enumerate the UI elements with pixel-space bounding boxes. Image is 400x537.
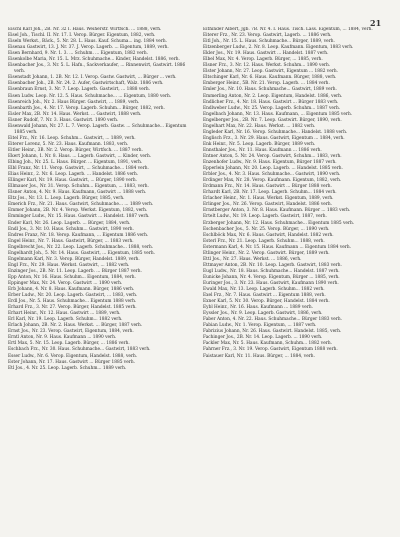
directory-entry: Eisenreich Joh., Nr. 2. Haus Bürger. Gastwirt, ... 1889, verh.	[8, 99, 140, 105]
directory-entry: Ernst Jos., Nr. 23. Verop. Gastwirt, Eigentum, 1884, verh.	[8, 329, 134, 335]
directory-entry: Engleder Karl, Nr. 16. Verop. Schuhmache... Handelst. 1888 verh.	[203, 129, 348, 135]
directory-entry: Englisch Frz., 3. Nr. 29. Haus. Gastwirt, Eigentum ... 1884, verh.	[203, 135, 345, 141]
directory-entry: Etlinger Heinr., Nr. 2. Verop. Gastwirt. Bürger, 1889 verh.	[203, 250, 330, 256]
directory-entry: Elsner Frz., 3. Nr. 12. Haus. Werkst. Schuhm... 1890 verh.	[203, 63, 331, 69]
directory-entry: Endres Franz, Nr. 18. Verop. Kaufmann, ... Eigentum 1886 verh.	[8, 232, 149, 238]
directory-entry: Esser Ludw., Nr. 6. Verop. Eigentum, Handelst. 1888, verh.	[8, 353, 138, 359]
directory-entry: Engelbrecht Jos., Nr. 22. Leop. Lagerb. Schuhmache... 1888, verh.	[8, 244, 154, 250]
directory-entry: Eppinger Max, Nr. 24. Verop. Gastwirt ... 1890 verh.	[8, 280, 123, 286]
directory-entry: Epp Anton, Nr. 16. Haus. Schuhm... Eigentum, 1884, verh.	[8, 274, 136, 280]
directory-entry: Eiterer Lorenz, 5. Nr. 23. Haus. Kaufmann. 1883, verh.	[8, 141, 129, 147]
directory-entry: Ekert Johann, 1. Nr. 8. Haus. ... Lagerb. Gastwirt, ... Kinder, verh.	[8, 153, 152, 159]
directory-entry: Ettl Jos., Nr. 27. Haus. Werkst. ... 1886, verh.	[203, 256, 302, 262]
directory-entry: Erlinger Jos., Nr. 26. Verop. Gastwirt, Handelst. 1886 verh.	[203, 202, 333, 208]
directory-entry: Erhardt Karl, 2B. Nr. 17. Leop. Lagerb. Schuhm... 1884 verh.	[203, 190, 337, 196]
directory-entry: Eisen Bernhard, 9. Nr. 1. 3. ... Schuhm. ... Eigentum, 1882 verh.	[8, 51, 148, 57]
directory-entry: Engelhart Max, Nr. 22. Haus. Werkst. ... 1882 verh.	[203, 123, 316, 129]
directory-entry: Emminger Ludw., Nr. 15. Haus. Gastwirt ... Handelst. 1887 verh.	[8, 214, 150, 220]
directory-entry: Emler Jos., Nr. 10. Haus. Schuhmache... Gastwirt, 1889 verh.	[203, 87, 337, 93]
directory-entry: Euringer Jos., 3. Nr. 23. Haus. Gastwirt, Kaufmann 1890 verh.	[203, 280, 339, 286]
directory-entry: Elbing Joh., Nr. 25. L. Haus. Bürger. ... Eigentum, 1891, verh.	[8, 160, 143, 166]
directory-entry: Erber Ludw., Nr. 20. Leop. Lagerb. Gastwirt, ... 1883, verh.	[8, 293, 138, 299]
directory-entry: Elias Heinr., 2. Nr. 6. Leop. Lagerb. ... Handelst. 1886 verh.	[8, 172, 139, 178]
directory-entry: Eitel Frz., Nr. 16. Leop. Schuhm... Gastwirt, ... 1889, verh.	[8, 135, 136, 141]
directory-entry: Emmerling Anton, Nr. 2. Leop. Eigentum, Handelst. 1886, verh.	[203, 93, 343, 99]
directory-entry: Exner Karl, 5. Nr. 30. Verop. Bürger, Handelst. 1884 verh.	[203, 299, 330, 305]
directory-entry: Eyssler Jos., Nr. 9. Leop. Lagerb. Gastwirt, 1886, verh.	[203, 311, 323, 317]
directory-entry: Erhart Heinr., Nr. 12. Haus. Gastwirt ... 1889, verh.	[8, 311, 121, 317]
directory-entry: Eunicke Johann, Nr. 4. Verop. Eigentum, Bürger ... 1885, verh.	[203, 274, 340, 280]
directory-entry: Eisenbraun Ernst, 3. Nr. 7. Leop. Lagerb. Gastwirt, ... 1888 verh.	[8, 87, 151, 93]
directory-entry: Eisenkolbe Maria, Nr. 15. L. Mrz. Schuhmache... Kinder, Handelst. 1886, verh.	[8, 57, 180, 63]
directory-entry: Engelberger Jos., 2B. Nr. 7. Leop. Gastwirt. Bürger, 1890, verh.	[203, 117, 342, 123]
directory-entry: Engel Heinr., Nr. 7. Haus. Gastwirt, Bürger, ... 1883 verh.	[8, 238, 134, 244]
directory-entry: Eithinder Albert, Jgb. 7B. Nr. 4. I. Haus. Tisch. Lass. Eigentum, ... 1884, verh.	[203, 27, 373, 32]
directory-entry: Eisen Ludw. Leop. Nr. 12. 5. Haus. Schuhmache... ... Eigentum, 1880 verh.	[8, 93, 172, 99]
directory-entry: Eischl Karl Joh., 2B. Nr. 32 I. Haus. Weiherstr. Wirtfsch. ... 1888, verh.	[8, 27, 162, 32]
directory-entry: Erlach Johann, 2B. Nr. 2. Haus. Werkst. ... Bürger, 1887 verh.	[8, 323, 143, 329]
directory-entry: Eisenstadt Johann, 1. 2B. Nr. 12. I. Verop. Gastw. Gastwirt, ... Bürger ... verh.	[8, 75, 177, 81]
directory-entry: Eisenbacher Joh., 2B. Nr. 24. 2. Aufer, Gastwirtschaft, Walz. 1886 verh.	[8, 81, 164, 87]
directory-entry: Enk Heinr., Nr. 5. Leop. Lagerb. Bürger, 1889 verh.	[203, 141, 316, 147]
directory-entry: Eisel Joh., Tischl. II. Nr. 17. I. Verop. Bürger. Eigentum, 1882, verh.	[8, 33, 156, 39]
directory-entry: Fabrizius Johann, Nr. 26. Haus. Gastwirt. Handelst. 1885, verh.	[203, 329, 342, 335]
directory-entry: Ellinger Karl, Nr. 19. Haus. Gastwirt, ... Bürger, 1890 verh.	[8, 178, 137, 184]
directory-entry: Eisenbarth Jos., 4. Nr. 17. Verop. Lagerb. Schuhm... Bürger, 1882, verh.	[8, 105, 165, 111]
directory-entry: Ester Johann, Nr. 17. Haus. Gastwirt ... Bürger 1885 verh.	[8, 359, 135, 365]
directory-entry: Erdl Jos., Nr. 5. Haus. Schuhmache... Eigentum 1888 verh.	[8, 299, 137, 305]
directory-entry: Eugl Ludw., Nr. 18. Haus. Schuhmache... Handelst. 1887 verh.	[203, 268, 340, 274]
left-column	[8, 27, 197, 527]
directory-entry: Emmer Johann, 2B. Nr. 4. Verop. Werkst. Eigentum, 1882, verh.	[8, 208, 148, 214]
directory-entry: Eschbach Frz., Nr. 30. Haus. Schuhmache... Gastwirt, 1883 verh.	[8, 347, 151, 353]
directory-entry: Epperlein Johann, Nr. 20. Leop. Lagerb. ... Handelst. 1885 verh.	[203, 166, 343, 172]
directory-entry: Erzberger Johann, Nr. 12. Haus. Schuhmache... Eigentum 1885 verh.	[203, 220, 355, 226]
directory-entry: Engl Frz., Nr. 29. Haus. Werkst. Gastwirt, ... 1882 verh.	[8, 262, 130, 268]
directory-entry: Erntl Anton, Nr. 9. Haus. Kaufmann ... 1890 verh.	[8, 335, 117, 341]
directory-entry: Ettmayer Anton, 2B. Nr. 10. Leop. Lagerb. Gastwirt, 1883 verh.	[203, 262, 342, 268]
directory-entry: Erhard Frz., 3. Nr. 27. Verop. Bürger, Handelst. 1885 verh.	[8, 305, 137, 311]
directory-entry: Erb Johann, 4. Nr. 8. Haus. Kaufmann. Bürger, 1886 verh.	[8, 287, 135, 293]
text-columns	[8, 27, 392, 527]
directory-entry: Esterl Frz., Nr. 21. Leop. Lagerb. Schuhm... 1888, verh.	[203, 238, 325, 244]
directory-entry: Endlicher Frz., 4. Nr. 18. Haus. Gastwirt ... Bürger 1883 verh.	[203, 99, 339, 105]
directory-entry: Ekler Jos., Nr. 19. Haus. Gastwirt ... Handelst. 1887 verh.	[203, 51, 329, 57]
directory-entry: Eisenwald Johann, Nr. 27. L. 7. Verop. Lagerb. Gastw. ... Schuhmache... Eigentum 1885 verh.	[8, 123, 187, 135]
directory-entry: Eltz Jos., Nr. 13. L. Leop. Lagerb. Bürger, 1885, verh.	[8, 196, 125, 202]
directory-entry: Erdinger Max, Nr. 28. Verop. Kaufmann. Eigentum, 1882, verh.	[203, 178, 342, 184]
directory-entry: Entner Anton, 5. Nr. 24. Verop. Gastwirt, Schuhm... 1883, verh.	[203, 153, 342, 159]
directory-entry: Faber Anton, 4. Nr. 22. Haus. Schuhmache... Bürger 1883 verh.	[203, 317, 343, 323]
directory-entry: Emberger Heinr., 5B. Nr. 21. Verop. Lagerb. ... 1884 verh.	[203, 81, 330, 87]
directory-entry: Endlweber Ludw., Nr. 25. Verop. Lagerb. Schuhm... 1887 verh.	[203, 105, 341, 111]
directory-entry: Eisner Rudolf, 7. Nr. 3. Haus. Gastwirt. 1890 verh.	[8, 117, 119, 123]
directory-entry: Fachinger Jos., 2B. Nr. 14. Leop. Lagerb. ... 1890 verh.	[203, 335, 323, 341]
directory-entry: Fahrner Frz., 3. Nr. 19. Verop. Gastwirt, Eigentum 1888 verh.	[203, 347, 338, 353]
directory-entry: Eschenbacher Jos., 5. Nr. 25. Verop. Bürger, ... 1890 verh.	[203, 226, 330, 232]
directory-entry: Eisler Max, 2B. Nr. 14. Haus. Werkst. ... Gastwirt, 1888 verh.	[8, 111, 142, 117]
directory-entry: Erbler Jos., 4. Nr. 3. Haus. Schuhmache... Gastwirt, 1890 verh.	[203, 172, 341, 178]
directory-entry: Estermann Karl, 4. Nr. 15. Haus. Kaufmann ... Eigentum 1884 verh.	[203, 244, 351, 250]
directory-entry: Ewald Max, Nr. 13. Leop. Lagerb. Schuhm... 1882 verh.	[203, 287, 325, 293]
directory-entry: Etl Jos., 4. Nr. 25. Leop. Lagerb. Schuhm... 1889 verh.	[8, 365, 127, 371]
directory-entry: Ender Karl, Nr. 26. Leop. Lagerb. ... Bürger, 1884, verh.	[8, 220, 131, 226]
directory-entry: Exel Frz., Nr. 7. Haus. Gastwirt ... Eigentum 1888, verh.	[203, 293, 326, 299]
directory-entry: Engelbach Johann, Nr. 13. Haus. Kaufmann, ... Eigentum 1885 verh.	[203, 111, 353, 117]
directory-entry: Eisenau Gastwirt, 13. J. Nr. 37. J. Verop. Lagerb. ... Eigentum, 1889, verh.	[8, 45, 169, 51]
directory-entry: Elbl Franz, Nr. 11. Verop. Gastwirt, ... Schuhmache... 1884 verh.	[8, 166, 149, 172]
directory-entry: Emerich Frz., Nr. 21. Haus. Gastwirt, Schuhmache... ... 1889 verh.	[8, 202, 154, 208]
right-column	[203, 27, 392, 527]
directory-entry: Eybl Heinr., Nr. 16. Haus. Kaufmann ... 1889 verh.	[203, 305, 314, 311]
directory-entry: Elbel Max, Nr. 4. Verop. Lagerb. Bürger, ... 1885, verh.	[203, 57, 323, 63]
directory-entry: Ertl Max, 5. Nr. 15. Leop. Lagerb. Bürger, ... 1886 verh.	[8, 341, 130, 347]
directory-entry: Erdmann Frz., Nr. 14. Haus. Gastwirt ... Bürger 1888 verh.	[203, 184, 332, 190]
directory-entry: Eltschinger Karl, Nr. 6. Haus. Kaufmann. Bürger, 1888, verh.	[203, 75, 337, 81]
directory-entry: Faistauer Karl, Nr. 11. Haus. Bürger, ... 1884, verh.	[203, 353, 315, 359]
directory-entry: Erl Karl, Nr. 19. Leop. Lagerb. Schuhm... 1882 verh.	[8, 317, 123, 323]
directory-entry: Engelhardt Joh., 5. Nr. 14. Haus. Gastwirt, ... Eigentum, 1885 verh.	[8, 250, 156, 256]
directory-entry: Enzenhofer Ludw., Nr. 9. Haus. Eigentum, Bürger 1887 verh.	[203, 160, 337, 166]
directory-entry: Elsner Anton, 4. Nr. 9. Haus. Kaufmann, Gastwirt ... 1888 verh.	[8, 190, 147, 196]
directory-entry: Eitl Joh., Nr. 15. L. Haus. Schuhmache... Bürger, 1889, verh.	[203, 39, 335, 45]
directory-entry: Fackler Max, Nr. 5. Haus. Kaufmann, Schuhm... 1882 verh.	[203, 341, 332, 347]
directory-entry: Endl Jos., 3. Nr. 10. Haus. Schuhm... Gastwirt, 1890 verh.	[8, 226, 134, 232]
directory-entry: Eisenbacher Jos., 3. Nr. 5. L. Hafn., Sackverkaufer, ... Rinnenwirt, Gastwirt. 1886 verh.	[8, 63, 186, 75]
directory-entry: Ellmauer Jos., Nr. 31. Verop. Schuhm... Eigentum, ... 1883, verh.	[8, 184, 149, 190]
directory-entry: Enzinger Jos., 2B. Nr. 11. Leop. Lagerb. ... Bürger 1887 verh.	[8, 268, 142, 274]
directory-entry: Eitzenberger Ludw., 2. Nr. 8. Leop. Kaufmann. Eigentum, 1883 verh.	[203, 45, 354, 51]
directory-entry: Elster Johann, Nr. 27. Leop. Gastwirt, Eigentum ... 1882 verh.	[203, 69, 338, 75]
page-number: 21	[370, 18, 382, 28]
directory-entry: Erlacher Heinr., Nr. 1. Haus. Werkst. Eigentum, 1889, verh.	[203, 196, 334, 202]
directory-entry: Ertelt Ludw., Nr. 19. Leop. Lagerb. Gastwirt, 1887, verh.	[203, 214, 327, 220]
directory-entry: Ernstberger Anton, 3. Nr. 8. Haus. Kaufmann. Bürger ... 1883 verh.	[203, 208, 351, 214]
directory-entry: Eiterer Frz., Nr. 23. Verop. Gastwirt, Lagerb. ... 1886 verh.	[203, 33, 332, 39]
directory-entry: Ennsthaler Jos., Nr. 11. Haus. Kaufmann ... 1886 verh.	[203, 147, 322, 153]
directory-entry: Eschlböck Max, Nr. 6. Haus. Gastwirt, Handelst. 1882 verh.	[203, 232, 334, 238]
directory-entry: Eiseln Werkst., Bäck., 5. Nr. 28. L. Haus. Kauf. Schuma... ing. 1884 verh.	[8, 39, 168, 45]
directory-entry: Eitler Heinr., 3B. Nr. 2. Verop. Bürger, Wirtfsch. ... 1887 verh.	[8, 147, 143, 153]
directory-entry: Fabian Ludw., Nr. 1. Verop. Eigentum, ... 1887 verh.	[203, 323, 317, 329]
directory-entry: Engelmann Karl, Nr. 3. Verop. Bürger, Handelst. 1889, verh.	[8, 256, 140, 262]
